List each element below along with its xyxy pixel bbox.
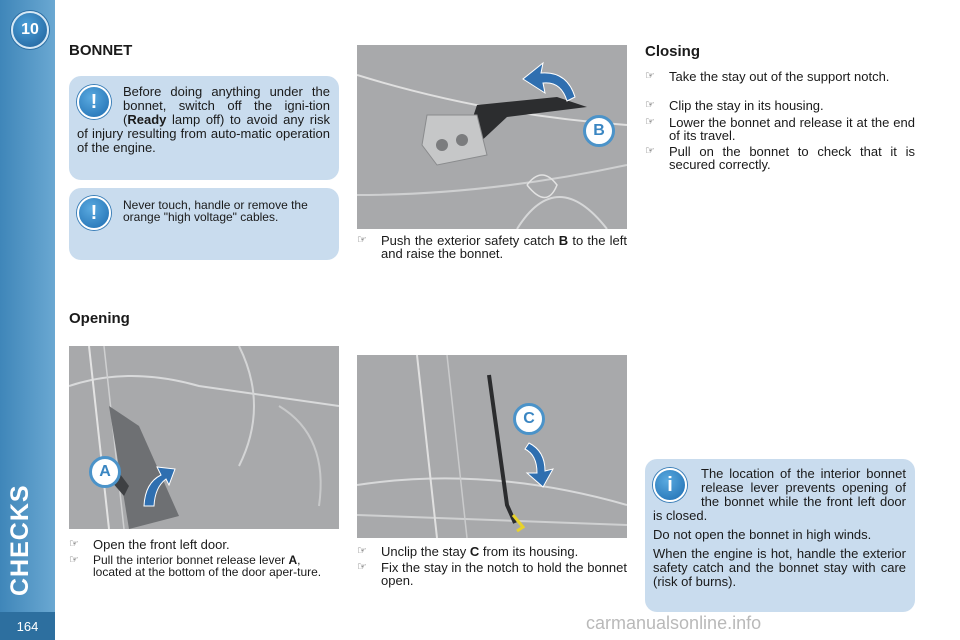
page-number: 164 [0, 612, 55, 640]
pointing-hand-icon: ☞ [357, 545, 367, 557]
info-text-wind: Do not open the bonnet in high winds. [653, 527, 872, 542]
pointing-hand-icon: ☞ [69, 554, 79, 566]
photo-safety-catch [357, 45, 627, 229]
pointing-hand-icon: ☞ [357, 561, 367, 573]
pointing-hand-icon: ☞ [645, 99, 655, 111]
label-a: A [89, 456, 121, 488]
pointing-hand-icon: ☞ [645, 70, 655, 82]
photo-door-lever [69, 346, 339, 529]
pointing-hand-icon: ☞ [357, 234, 367, 246]
info-text-location: The location of the interior bonnet release lever prevents opening of the bonnet while the front left door is closed. [653, 466, 906, 523]
bonnet-title: BONNET [69, 42, 133, 59]
pointing-hand-icon: ☞ [645, 145, 655, 157]
label-b: B [583, 115, 615, 147]
warning-box-high-voltage [69, 188, 339, 260]
arrow-left-icon [517, 59, 577, 103]
label-c: C [513, 403, 545, 435]
warning-box-ignition [69, 76, 339, 180]
opening-title: Opening [69, 310, 130, 327]
exclamation-icon: ! [77, 196, 111, 230]
chapter-badge: 10 [11, 11, 49, 49]
warning-text-high-voltage: Never touch, handle or remove the orange "high voltage" cables. [123, 198, 308, 224]
photo-bonnet-stay [357, 355, 627, 538]
info-icon: i [653, 468, 687, 502]
section-title: CHECKS [6, 484, 34, 596]
closing-title: Closing [645, 43, 700, 60]
arrow-down-icon [523, 441, 557, 489]
pointing-hand-icon: ☞ [645, 116, 655, 128]
info-box [645, 459, 915, 612]
watermark: carmanualsonline.info [586, 613, 762, 633]
warning-text-ignition: Before doing anything under the bonnet, switch off the igni-tion (Ready lamp off) to avoid any risk of injury resulting from auto-matic operation of the engine. [77, 84, 330, 155]
exclamation-icon: ! [77, 85, 111, 119]
info-text-hot-engine: When the engine is hot, handle the exterior safety catch and the bonnet stay with care (risk of burns). [653, 546, 906, 589]
pointing-hand-icon: ☞ [69, 538, 79, 550]
arrow-up-icon [139, 461, 179, 509]
